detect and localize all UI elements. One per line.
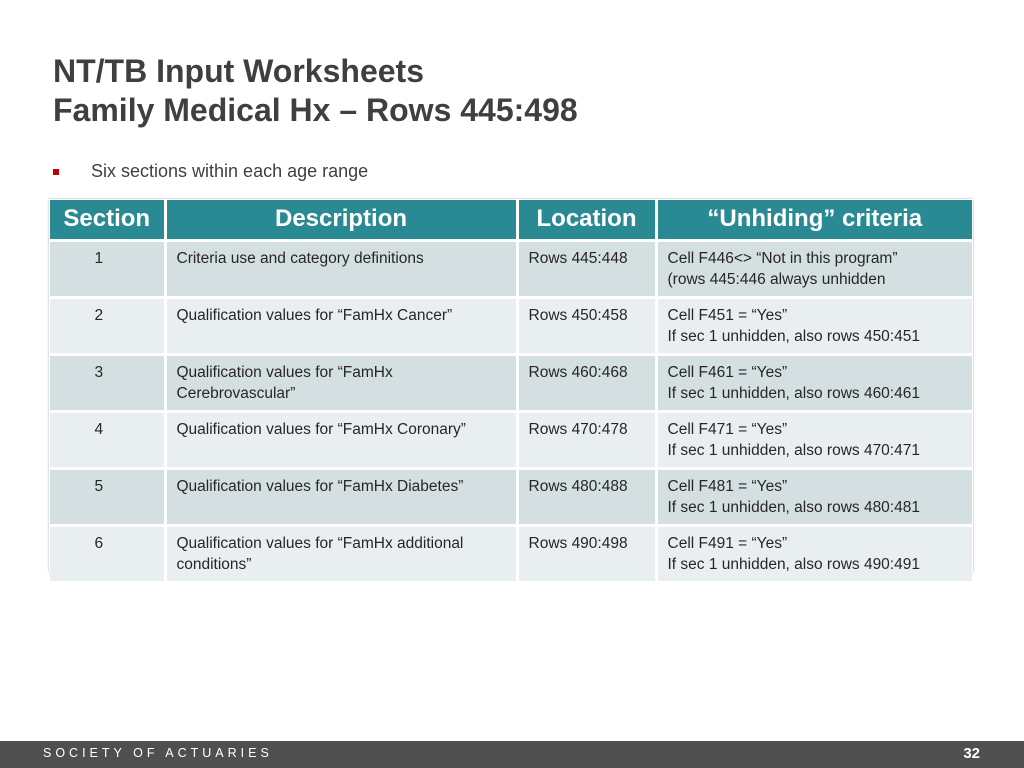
cell-section: 3: [50, 354, 165, 411]
table-row: [50, 525, 972, 582]
bullet-item: [53, 160, 368, 182]
cell-text-line: Cell F446<> “Not in this program”: [667, 249, 898, 267]
cell-location: Rows 470:478: [517, 411, 656, 468]
cell-section: 1: [50, 240, 165, 297]
cell-criteria: [656, 354, 972, 411]
cell-section: 6: [50, 525, 165, 582]
cell-text-line: Cell F481 = “Yes”: [667, 477, 788, 495]
cell-description: [165, 240, 517, 297]
cell-description: [165, 525, 517, 582]
cell-description: [165, 297, 517, 354]
table-row: [50, 297, 972, 354]
bullet-square-icon: [53, 169, 59, 175]
cell-criteria: [656, 297, 972, 354]
sections-table-container: [49, 199, 973, 572]
cell-text-line: Cell F451 = “Yes”: [667, 306, 788, 324]
cell-text-line: If sec 1 unhidden, also rows 480:481: [667, 498, 920, 516]
bullet-text: Six sections within each age range: [91, 160, 369, 181]
cell-location: Rows 490:498: [517, 525, 656, 582]
cell-criteria: [656, 468, 972, 525]
table-row: [50, 240, 972, 297]
sections-table: [50, 200, 972, 584]
cell-text-line: Cerebrovascular”: [176, 384, 296, 402]
table-header-row: [50, 200, 972, 240]
cell-text-line: Cell F491 = “Yes”: [667, 534, 788, 552]
cell-location: Rows 445:448: [517, 240, 656, 297]
header-description: Description: [165, 200, 517, 240]
cell-text-line: If sec 1 unhidden, also rows 470:471: [667, 441, 920, 459]
slide-title: [53, 52, 578, 130]
table-row: [50, 468, 972, 525]
header-section: Section: [50, 200, 165, 240]
cell-text-line: Cell F461 = “Yes”: [667, 363, 788, 381]
cell-text-line: If sec 1 unhidden, also rows 490:491: [667, 555, 920, 573]
cell-location: Rows 480:488: [517, 468, 656, 525]
cell-location: Rows 460:468: [517, 354, 656, 411]
cell-criteria: [656, 411, 972, 468]
table-row: [50, 411, 972, 468]
cell-description: [165, 468, 517, 525]
cell-text-line: Qualification values for “FamHx Coronary”: [176, 420, 466, 438]
cell-text-line: (rows 445:446 always unhidden: [667, 270, 886, 288]
cell-text-line: If sec 1 unhidden, also rows 460:461: [667, 384, 920, 402]
cell-text-line: Criteria use and category definitions: [176, 249, 424, 267]
slide-title-line-2: Family Medical Hx – Rows 445:498: [53, 92, 578, 128]
cell-section: 5: [50, 468, 165, 525]
header-location: Location: [517, 200, 656, 240]
cell-text-line: Qualification values for “FamHx Diabetes”: [176, 477, 464, 495]
cell-text-line: conditions”: [176, 555, 252, 573]
header-criteria: “Unhiding” criteria: [656, 200, 972, 240]
cell-section: 4: [50, 411, 165, 468]
cell-text-line: If sec 1 unhidden, also rows 450:451: [667, 327, 920, 345]
footer-bar: [0, 741, 1024, 768]
page-number: 32: [963, 745, 980, 762]
table-row: [50, 354, 972, 411]
cell-text-line: Qualification values for “FamHx additional: [176, 534, 464, 552]
cell-criteria: [656, 525, 972, 582]
cell-location: Rows 450:458: [517, 297, 656, 354]
footer-organization: SOCIETY OF ACTUARIES: [43, 746, 273, 760]
cell-criteria: [656, 240, 972, 297]
slide-title-line-1: NT/TB Input Worksheets: [53, 53, 424, 89]
cell-text-line: Cell F471 = “Yes”: [667, 420, 788, 438]
cell-section: 2: [50, 297, 165, 354]
cell-description: [165, 354, 517, 411]
cell-text-line: Qualification values for “FamHx Cancer”: [176, 306, 453, 324]
cell-text-line: Qualification values for “FamHx: [176, 363, 393, 381]
cell-description: [165, 411, 517, 468]
